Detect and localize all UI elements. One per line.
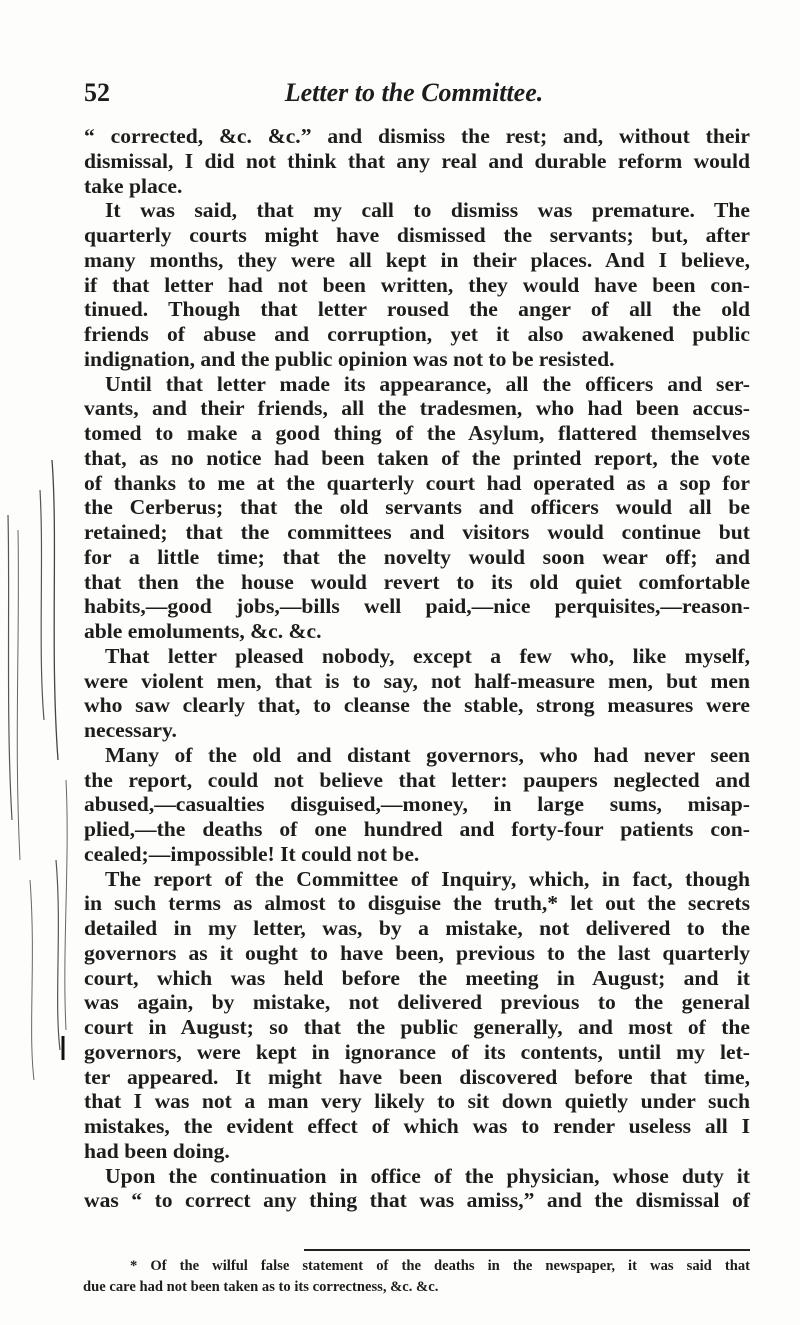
pencil-mark: [65, 780, 67, 1030]
text-line: indignation, and the public opinion was not to be resisted.: [84, 346, 615, 371]
text-line: habits,—good jobs,—bills well paid,—nice perquisites,—reason-: [84, 594, 750, 619]
text-line: abused,—casualties disguised,—money, in large sums, misap-: [84, 792, 750, 817]
footnote-line: * Of the wilful false statement of the deaths in the newspaper, it was said that: [130, 1258, 750, 1274]
text-line: able emoluments, &c. &c.: [84, 619, 322, 643]
text-line: detailed in my letter, was, by a mistake, not delivered to the: [84, 916, 750, 940]
body-text: [84, 124, 750, 1213]
text-line: necessary.: [84, 718, 177, 742]
text-line: in such terms as almost to disguise the truth,* let out the secrets: [84, 891, 750, 916]
text-line: for a little time; that the novelty would soon wear off; and: [84, 544, 750, 569]
text-line: The report of the Committee of Inquiry, which, in fact, though: [105, 866, 750, 891]
footnote: [83, 1256, 750, 1298]
text-line: Many of the old and distant governors, who had never seen: [105, 742, 750, 767]
text-line: the Cerberus; that the old servants and officers would all be: [84, 495, 750, 520]
text-line: cealed;—impossible! It could not be.: [84, 841, 420, 866]
text-line: friends of abuse and corruption, yet it also awakened public: [84, 322, 750, 346]
text-line: was “ to correct any thing that was amiss,” and the dismissal of: [84, 1188, 750, 1213]
footnote-line: due care had not been taken as to its correctness, &c. &c.: [83, 1279, 439, 1295]
text-line: It was said, that my call to dismiss was premature. The: [105, 198, 750, 223]
text-line: ter appeared. It might have been discovered before that time,: [84, 1064, 750, 1089]
text-line: retained; that the committees and visitors would continue but: [84, 520, 750, 544]
footnote-rule: [304, 1249, 750, 1251]
text-line: had been doing.: [84, 1138, 230, 1163]
text-line: Upon the continuation in office of the physician, whose duty it: [105, 1163, 750, 1188]
pencil-mark: [40, 490, 44, 720]
text-line: the report, could not believe that letter: paupers neglected and: [84, 767, 750, 792]
text-line: quarterly courts might have dismissed the servants; but, after: [84, 223, 750, 247]
text-line: take place.: [84, 173, 183, 198]
text-line: that I was not a man very likely to sit down quietly under such: [84, 1089, 750, 1114]
text-line: of thanks to me at the quarterly court had operated as a sop for: [84, 470, 750, 495]
page-number: 52: [84, 78, 110, 107]
text-line: vants, and their friends, all the tradesmen, who had been accus-: [84, 396, 750, 421]
text-line: mistakes, the evident effect of which was to render useless all I: [84, 1114, 750, 1138]
text-line: that, as no notice had been taken of the printed report, the vote: [84, 445, 750, 470]
text-line: was again, by mistake, not delivered previous to the general: [84, 990, 750, 1015]
pencil-mark: [52, 460, 58, 760]
text-line: tinued. Though that letter roused the anger of all the old: [84, 297, 750, 322]
text-line: court, which was held before the meeting in August; and it: [84, 965, 750, 990]
text-line: “ corrected, &c. &c.” and dismiss the rest; and, without their: [84, 124, 750, 148]
text-line: tomed to make a good thing of the Asylum, flattered themselves: [84, 421, 750, 445]
text-line: plied,—the deaths of one hundred and forty-four patients con-: [84, 817, 750, 841]
pencil-mark: [17, 530, 20, 860]
text-line: dismissal, I did not think that any real and durable reform would: [84, 148, 750, 173]
pencil-mark: [8, 515, 12, 820]
text-line: governors as it ought to have been, previous to the last quarterly: [84, 940, 750, 965]
running-title: Letter to the Committee.: [284, 78, 544, 107]
text-line: court in August; so that the public generally, and most of the: [84, 1015, 750, 1039]
text-line: Until that letter made its appearance, all the officers and ser-: [105, 371, 750, 396]
page-header: [84, 78, 744, 118]
text-line: That letter pleased nobody, except a few who, like myself,: [105, 643, 750, 668]
text-line: who saw clearly that, to cleanse the stable, strong measures were: [84, 693, 750, 718]
text-line: many months, they were all kept in their places. And I believe,: [84, 247, 750, 272]
text-line: if that letter had not been written, they would have been con-: [84, 272, 750, 297]
pencil-mark: [30, 880, 34, 1080]
pencil-mark: [56, 860, 60, 1050]
text-line: were violent men, that is to say, not half-measure men, but men: [84, 668, 750, 693]
text-line: governors, were kept in ignorance of its contents, until my let-: [84, 1039, 750, 1064]
text-line: that then the house would revert to its old quiet comfortable: [84, 569, 750, 594]
